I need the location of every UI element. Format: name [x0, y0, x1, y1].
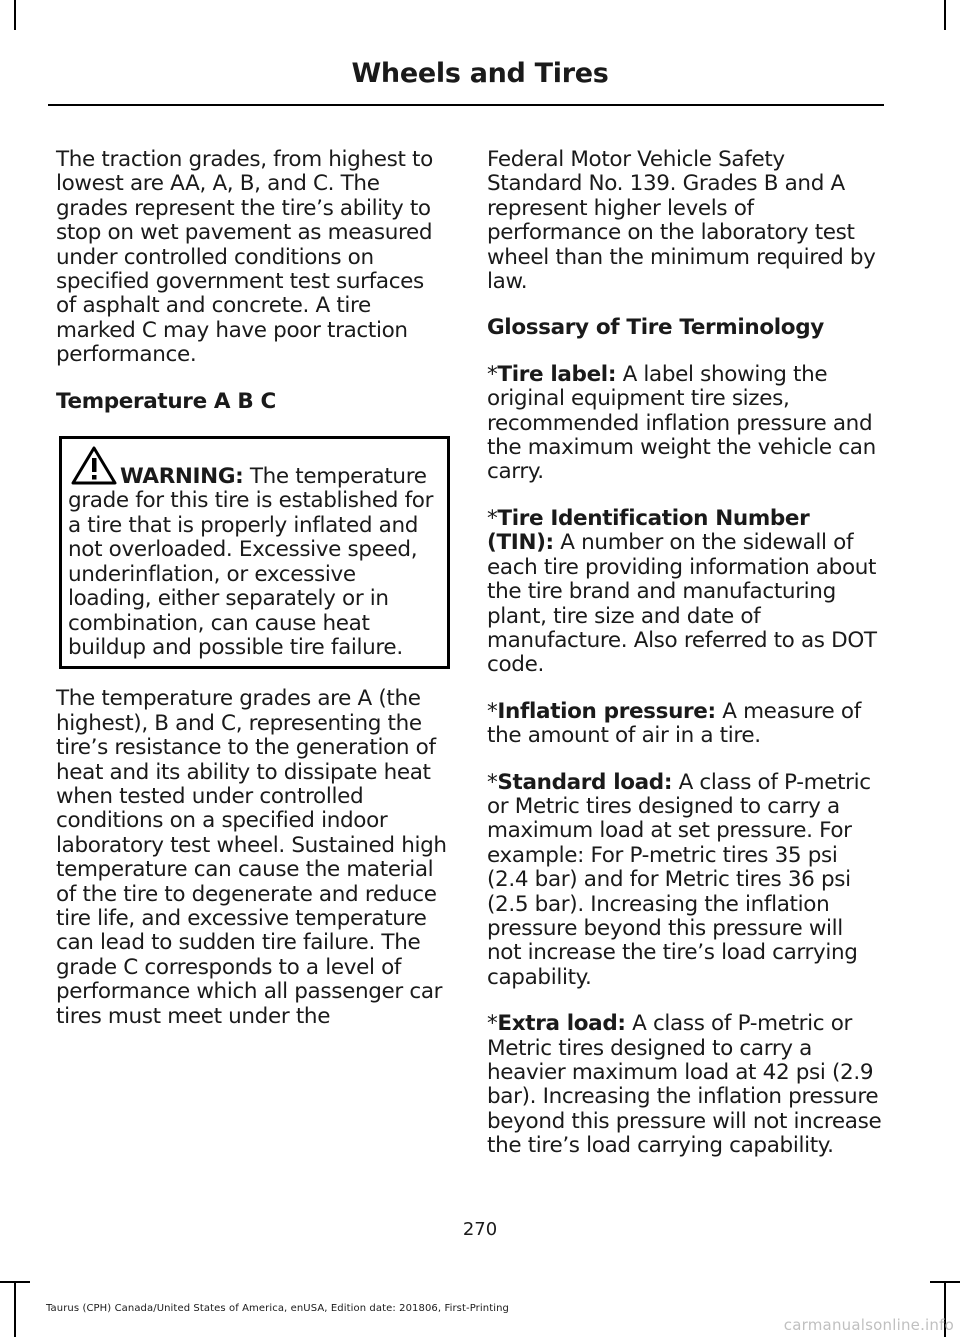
crop-mark-bottom-left-horizontal — [0, 1281, 30, 1283]
crop-mark-bottom-left-vertical — [14, 1282, 16, 1337]
glossary-heading: Glossary of Tire Terminology — [487, 315, 824, 341]
glossary-entry-tin — [487, 507, 882, 678]
fmvss-paragraph: Federal Motor Vehicle Safety Standard No. 139. Grades B and A represent higher levels of performance on the laboratory test wheel than the minimum required by law. — [487, 147, 876, 295]
header-divider — [48, 104, 884, 106]
glossary-prefix: * — [487, 505, 498, 531]
traction-grades-paragraph: The traction grades, from highest to lowest are AA, A, B, and C. The grades represent the tire’s ability to stop on wet pavement as measured under controlled conditions on specified government test surfaces of asphalt and concrete. A tire marked C may have poor traction performance. — [56, 147, 433, 368]
footer-edition-text: Taurus (CPH) Canada/United States of America, enUSA, Edition date: 201806, First-Printing — [46, 1303, 509, 1314]
warning-box — [59, 436, 450, 669]
glossary-prefix: * — [487, 1011, 498, 1037]
glossary-definition: A measure of the amount of air in a tire. — [487, 698, 861, 749]
glossary-prefix: * — [487, 769, 498, 795]
left-column — [56, 148, 448, 1051]
temperature-heading: Temperature A B C — [56, 388, 276, 414]
glossary-entry-extra-load — [487, 1012, 882, 1158]
crop-mark-bottom-right-horizontal — [930, 1281, 960, 1283]
crop-mark-top-right-vertical — [944, 0, 946, 30]
glossary-term: Tire Identification Number (TIN): — [487, 505, 810, 556]
glossary-term: Extra load: — [497, 1011, 626, 1037]
glossary-term: Tire label: — [497, 361, 617, 387]
glossary-definition: A class of P-metric or Metric tires designed to carry a maximum load at set pressure. For example: For P-metric tires 35 psi (2.4 bar) and for Metric tires 36 psi (2.5 bar). Increasing the inflation pressure beyond this pressure will not increase the tire’s load carrying capability. — [487, 769, 871, 990]
warning-label: WARNING: — [120, 464, 244, 490]
page-number: 270 — [462, 1219, 498, 1240]
page-header-title: Wheels and Tires — [351, 58, 609, 89]
glossary-entry-inflation-pressure — [487, 700, 882, 749]
right-column — [487, 148, 882, 1181]
warning-text — [68, 465, 441, 660]
glossary-term: Standard load: — [497, 769, 673, 795]
watermark: carmanualsonline.info — [783, 1316, 954, 1334]
crop-mark-top-left-vertical — [14, 0, 16, 30]
glossary-prefix: * — [487, 698, 498, 724]
warning-body: The temperature grade for this tire is established for a tire that is properly inflated and not overloaded. Excessive speed, underinflation, or excessive loading, either separately or in combination, can cause heat buildup and possible tire failure. — [68, 464, 434, 660]
glossary-definition: A class of P-metric or Metric tires designed to carry a heavier maximum load at 42 psi (2.9 bar). Increasing the inflation pressure beyond this pressure will not increase the tire’s load carrying capability. — [487, 1011, 882, 1159]
glossary-definition: A number on the sidewall of each tire providing information about the tire brand and manufacturing plant, tire size and date of manufacture. Also referred to as DOT code. — [487, 530, 877, 678]
warning-triangle-icon — [70, 445, 118, 487]
glossary-entry-tire-label — [487, 363, 882, 485]
glossary-term: Inflation pressure: — [497, 698, 716, 724]
glossary-prefix: * — [487, 361, 498, 387]
temperature-grades-paragraph: The temperature grades are A (the highest), B and C, representing the tire’s resistance to the generation of heat and its ability to dissipate heat when tested under controlled conditions on a specified indoor laboratory test wheel. Sustained high temperature can cause the material of the tire to degenerate and reduce tire life, and excessive temperature can lead to sudden tire failure. The grade C corresponds to a level of performance which all passenger car tires must meet under the — [56, 686, 447, 1029]
glossary-entry-standard-load — [487, 771, 882, 991]
glossary-definition: A label showing the original equipment tire sizes, recommended inflation pressure and the maximum weight the vehicle can carry. — [487, 361, 876, 485]
